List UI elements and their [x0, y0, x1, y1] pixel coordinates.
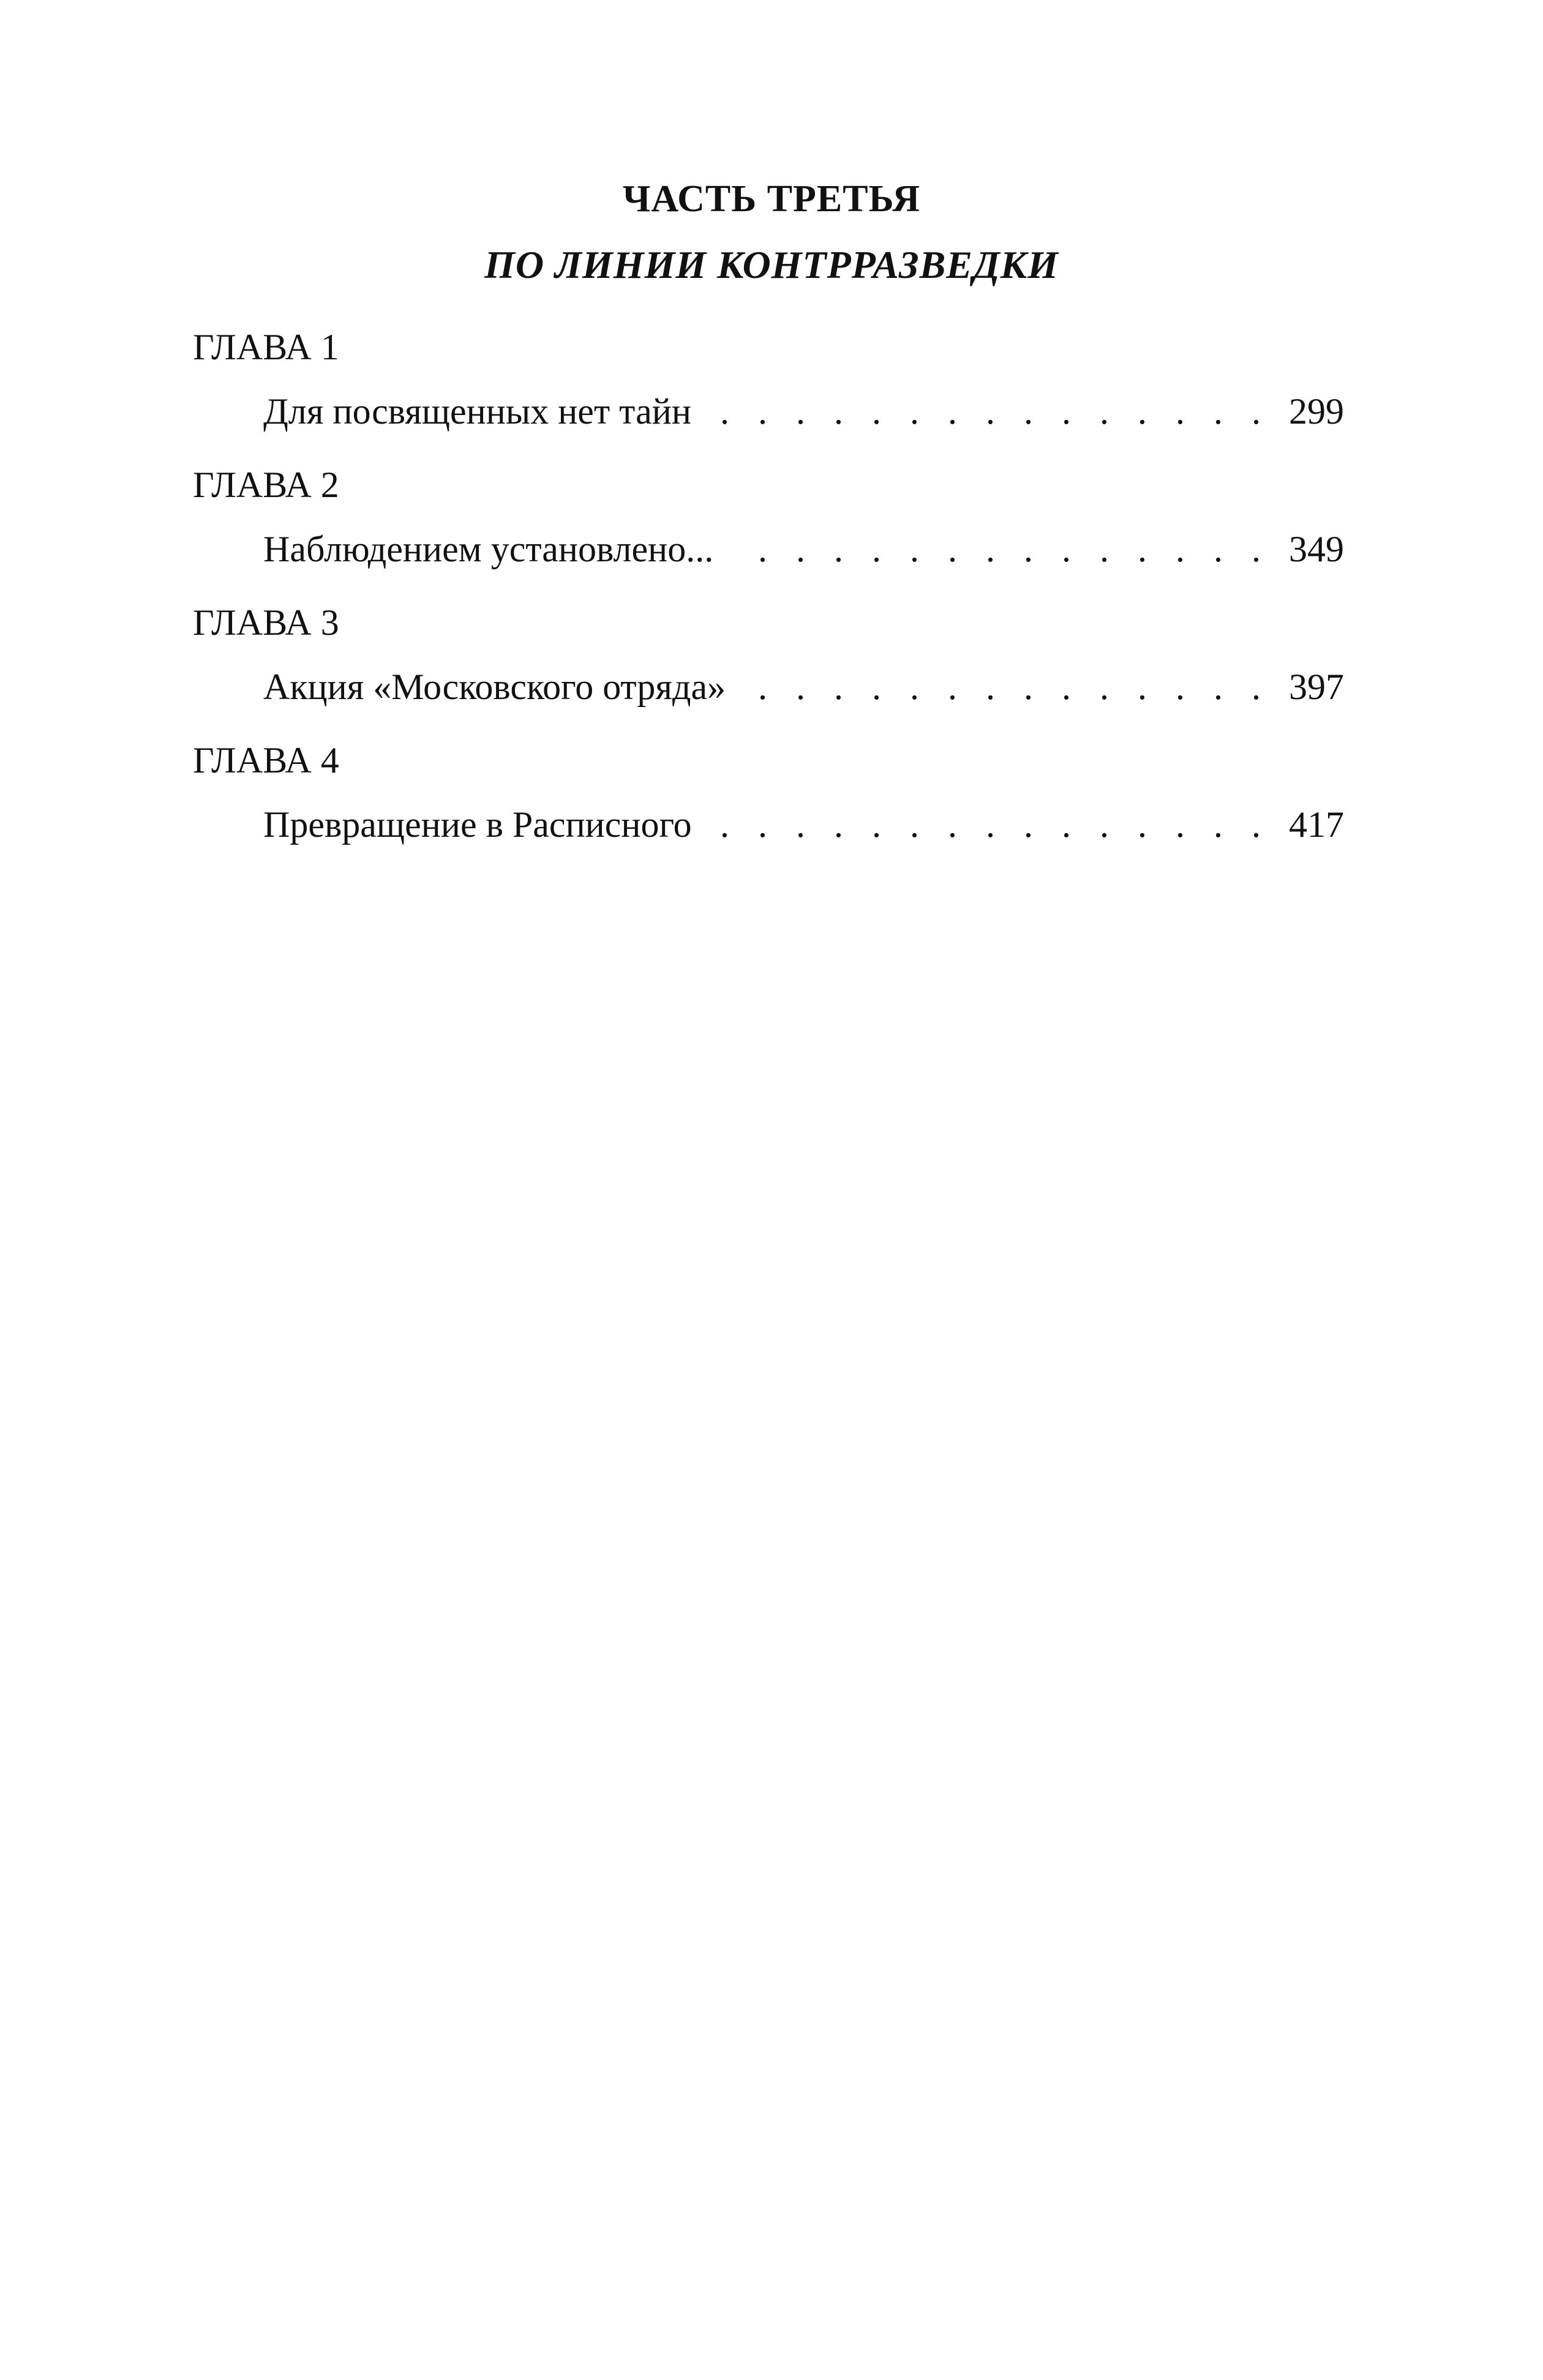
chapter-title: Превращение в Расписного	[263, 804, 692, 845]
chapter-title: Для посвященных нет тайн	[263, 391, 691, 432]
part-label: ЧАСТЬ ТРЕТЬЯ	[622, 178, 921, 220]
chapter-label: ГЛАВА 2	[193, 465, 339, 505]
dot-leader	[710, 790, 1271, 860]
page-number: 397	[1289, 667, 1344, 707]
page-number: 349	[1289, 529, 1344, 569]
chapter-label: ГЛАВА 3	[193, 602, 339, 643]
page-number: 417	[1289, 804, 1344, 845]
dot-leader	[744, 652, 1271, 722]
chapter-label: ГЛАВА 4	[193, 740, 339, 780]
dot-leader	[732, 514, 1271, 585]
dot-leader	[710, 376, 1271, 447]
part-title: ПО ЛИНИИ КОНТРРАЗВЕДКИ	[484, 243, 1059, 286]
chapter-title: Акция «Московского отряда»	[263, 667, 726, 707]
toc-entry	[193, 652, 1344, 722]
toc-entry	[193, 376, 1344, 447]
toc-entry	[193, 790, 1344, 860]
chapter-label: ГЛАВА 1	[193, 327, 339, 367]
chapter-title: Наблюдением установлено...	[263, 529, 714, 569]
toc-entry	[193, 514, 1344, 585]
page-number: 299	[1289, 391, 1344, 432]
toc-chapter-4	[193, 732, 1344, 869]
table-of-contents	[193, 318, 1344, 869]
toc-chapter-2	[193, 456, 1344, 594]
toc-chapter-3	[193, 594, 1344, 732]
toc-chapter-1	[193, 318, 1344, 456]
